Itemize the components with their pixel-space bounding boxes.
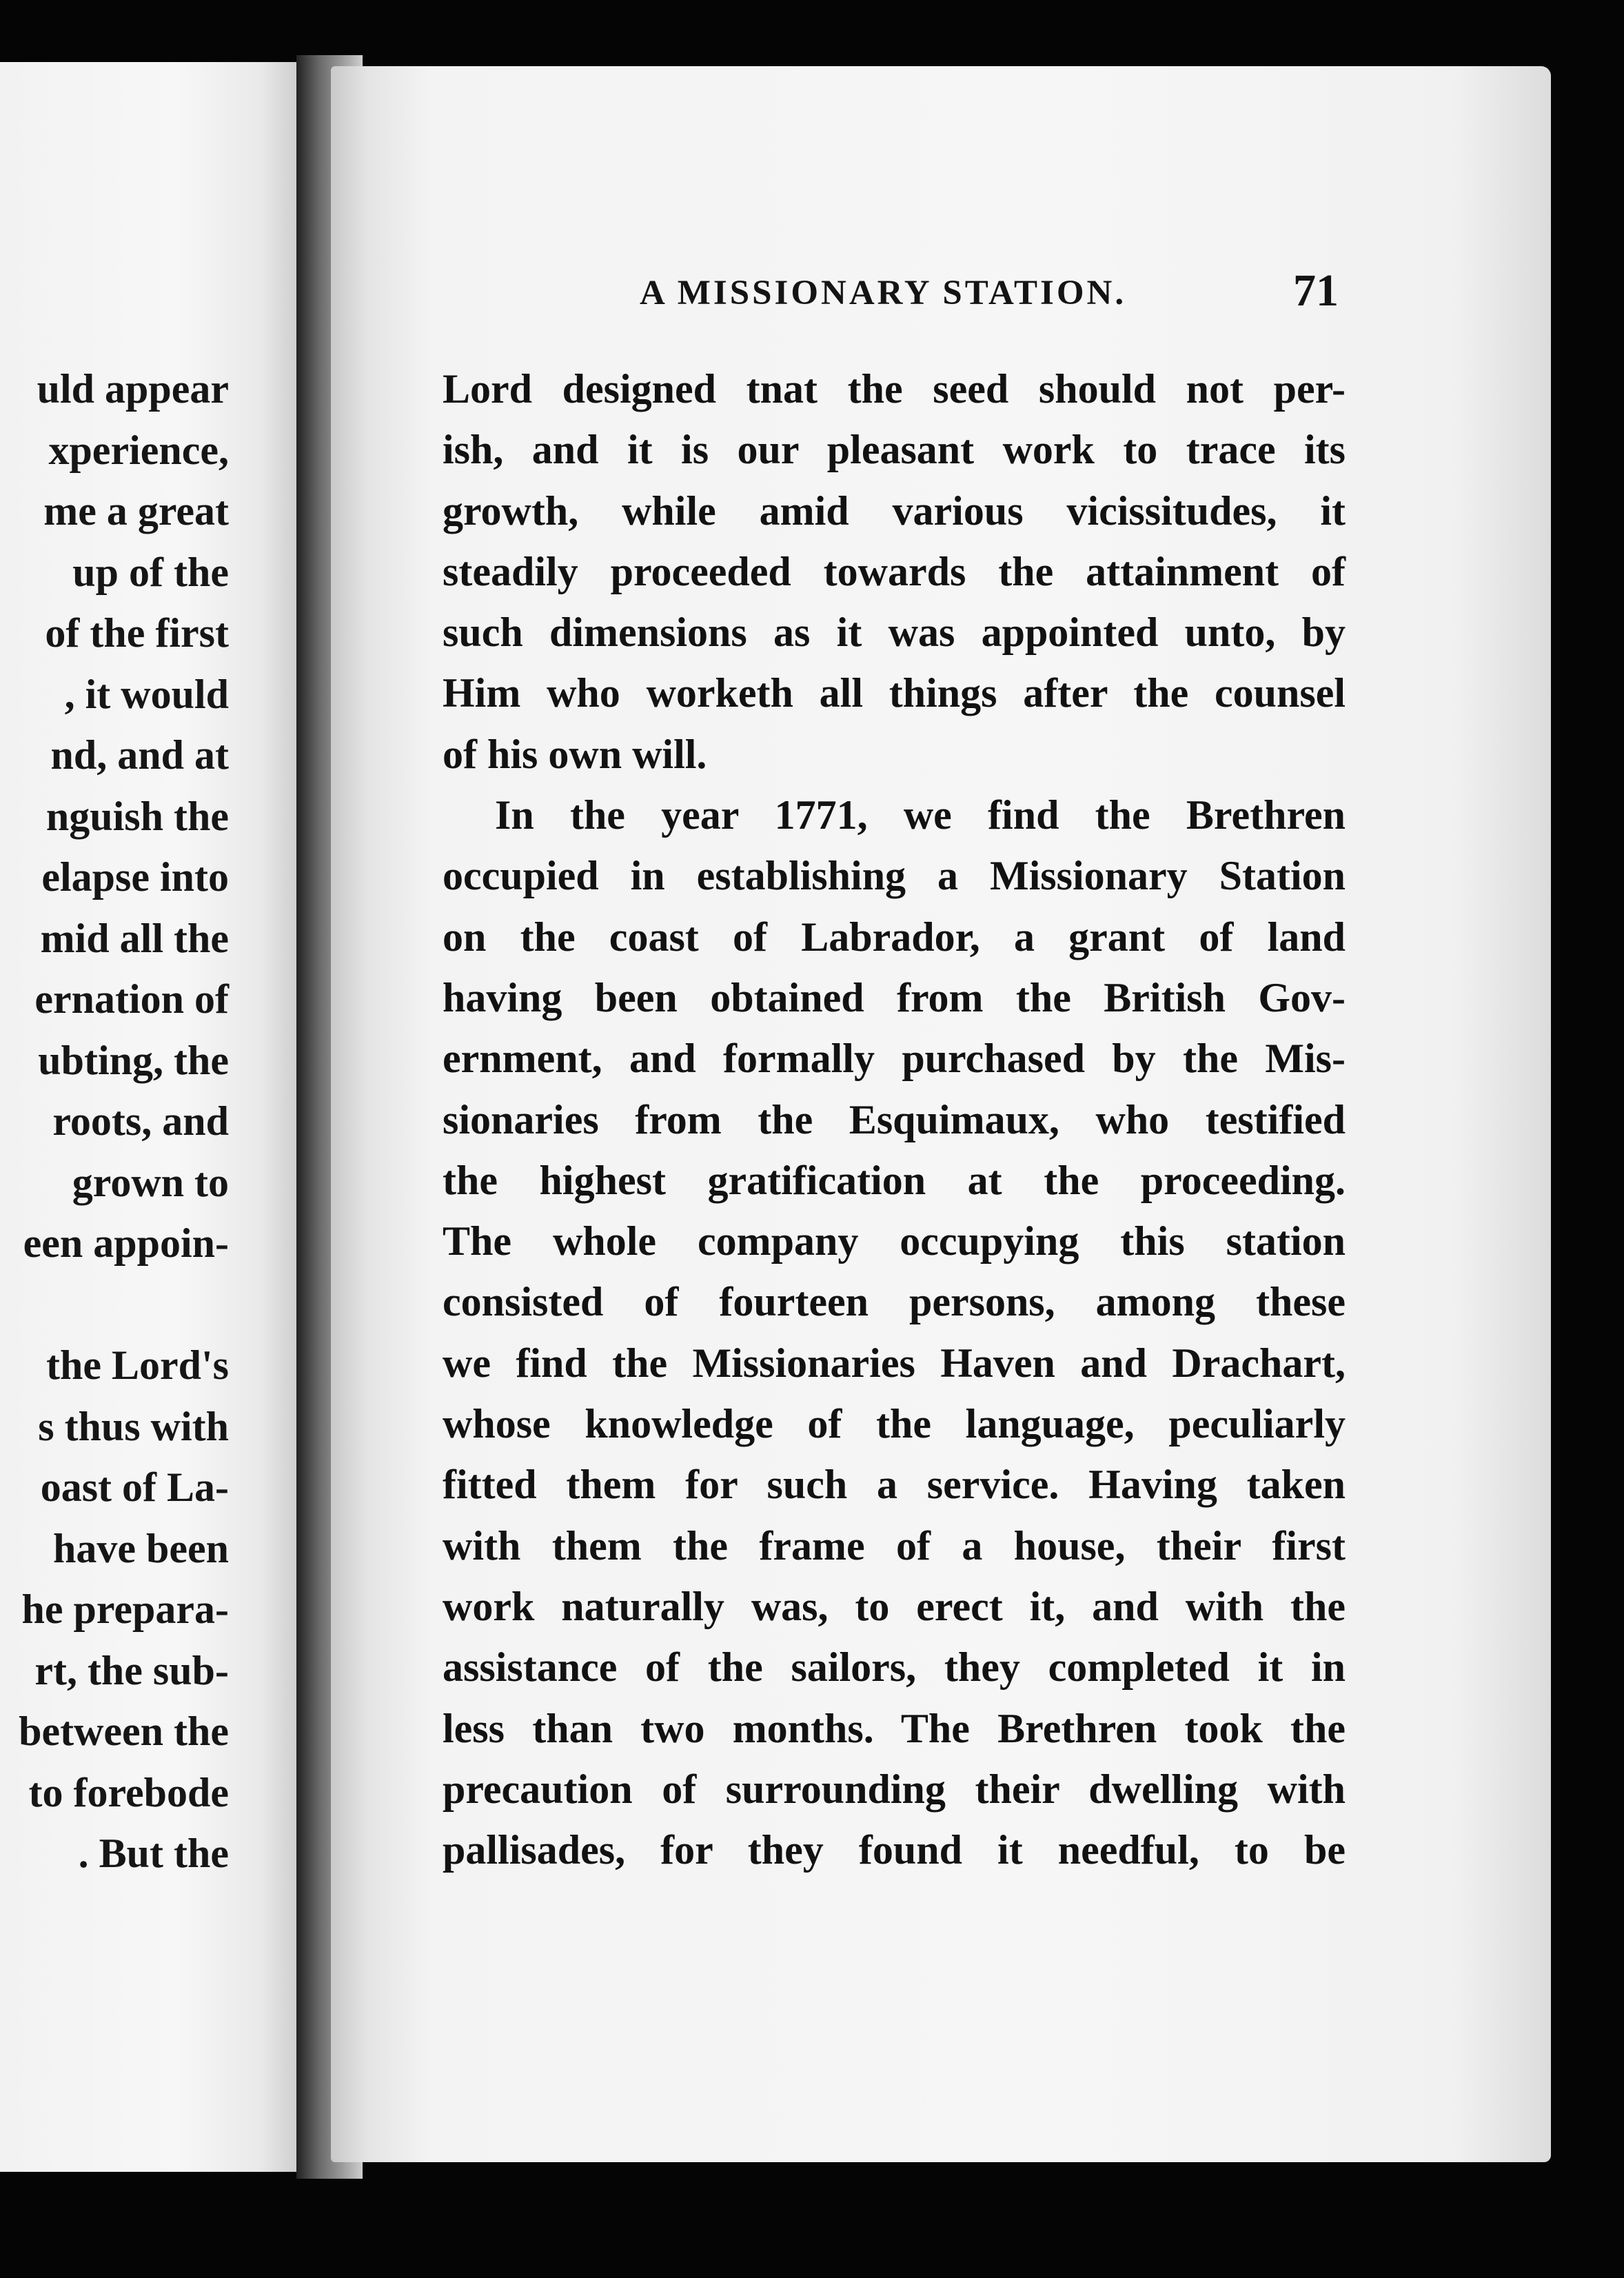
left-page-line: . But the <box>78 1831 229 1876</box>
text-line: having been obtained from the British Gov- <box>443 974 1346 1020</box>
text-line: Lord designed tnat the seed should not per- <box>443 366 1346 412</box>
text-line: the highest gratification at the proceeding. <box>443 1157 1346 1203</box>
left-page-line: the Lord's <box>45 1342 229 1388</box>
left-page-line: oast of La- <box>40 1464 229 1510</box>
left-page-line: mid all the <box>40 915 229 961</box>
left-page-line: between the <box>19 1708 229 1754</box>
left-page-line: , it would <box>64 671 229 717</box>
body-text <box>443 359 1346 1880</box>
left-page-line: grown to <box>72 1159 229 1205</box>
left-page-line <box>0 1274 229 1335</box>
text-line: less than two months. The Brethren took the <box>443 1705 1346 1751</box>
text-line: fitted them for such a service. Having taken <box>443 1462 1346 1508</box>
text-line: on the coast of Labrador, a grant of land <box>443 914 1346 960</box>
text-line: precaution of surrounding their dwelling with <box>443 1766 1346 1812</box>
page-number: 71 <box>1293 265 1339 316</box>
text-line: pallisades, for they found it needful, to be <box>443 1827 1346 1873</box>
left-page-line: xperience, <box>48 427 229 473</box>
left-page-line: elapse into <box>41 854 229 900</box>
text-line: such dimensions as it was appointed unto, by <box>443 609 1346 656</box>
text-line: work naturally was, to erect it, and with the <box>443 1583 1346 1629</box>
text-line: of his own will. <box>443 731 707 777</box>
text-line: occupied in establishing a Missionary Station <box>443 853 1346 899</box>
text-line: sionaries from the Esquimaux, who testified <box>443 1096 1346 1142</box>
text-line: ish, and it is our pleasant work to trace its <box>443 427 1346 473</box>
text-line: we find the Missionaries Haven and Drachart, <box>443 1340 1346 1386</box>
left-page-line: nguish the <box>45 793 229 839</box>
text-line: In the year 1771, we find the Brethren <box>495 792 1346 838</box>
left-page-line: have been <box>53 1525 229 1571</box>
text-line: Him who worketh all things after the counsel <box>443 670 1346 716</box>
left-page-line: to forebode <box>28 1769 229 1815</box>
text-line: assistance of the sailors, they completed it in <box>443 1644 1346 1691</box>
left-page-line: ubting, the <box>38 1037 229 1083</box>
text-line: whose knowledge of the language, peculiarly <box>443 1401 1346 1447</box>
left-page-line: roots, and <box>52 1098 229 1144</box>
left-page-line: up of the <box>72 549 229 595</box>
left-page-line: he prepara- <box>21 1586 229 1632</box>
left-page-line: rt, the sub- <box>34 1647 229 1693</box>
left-page <box>0 62 296 2172</box>
text-line: with them the frame of a house, their first <box>443 1522 1346 1569</box>
left-page-line: of the first <box>45 610 229 656</box>
text-line: The whole company occupying this station <box>443 1218 1346 1264</box>
left-page-line: uld appear <box>37 366 229 412</box>
running-head: A MISSIONARY STATION. <box>640 274 1127 312</box>
left-page-line: s thus with <box>38 1403 229 1449</box>
left-page-text <box>0 359 229 1884</box>
text-line: growth, while amid various vicissitudes, it <box>443 487 1346 534</box>
text-line: consisted of fourteen persons, among these <box>443 1279 1346 1325</box>
left-page-line: me a great <box>43 488 229 534</box>
text-line: ernment, and formally purchased by the Mis- <box>443 1036 1346 1082</box>
text-line: steadily proceeded towards the attainment of <box>443 548 1346 594</box>
left-page-line: ernation of <box>34 976 229 1022</box>
left-page-line: een appoin- <box>23 1220 229 1266</box>
left-page-line: nd, and at <box>50 732 229 778</box>
